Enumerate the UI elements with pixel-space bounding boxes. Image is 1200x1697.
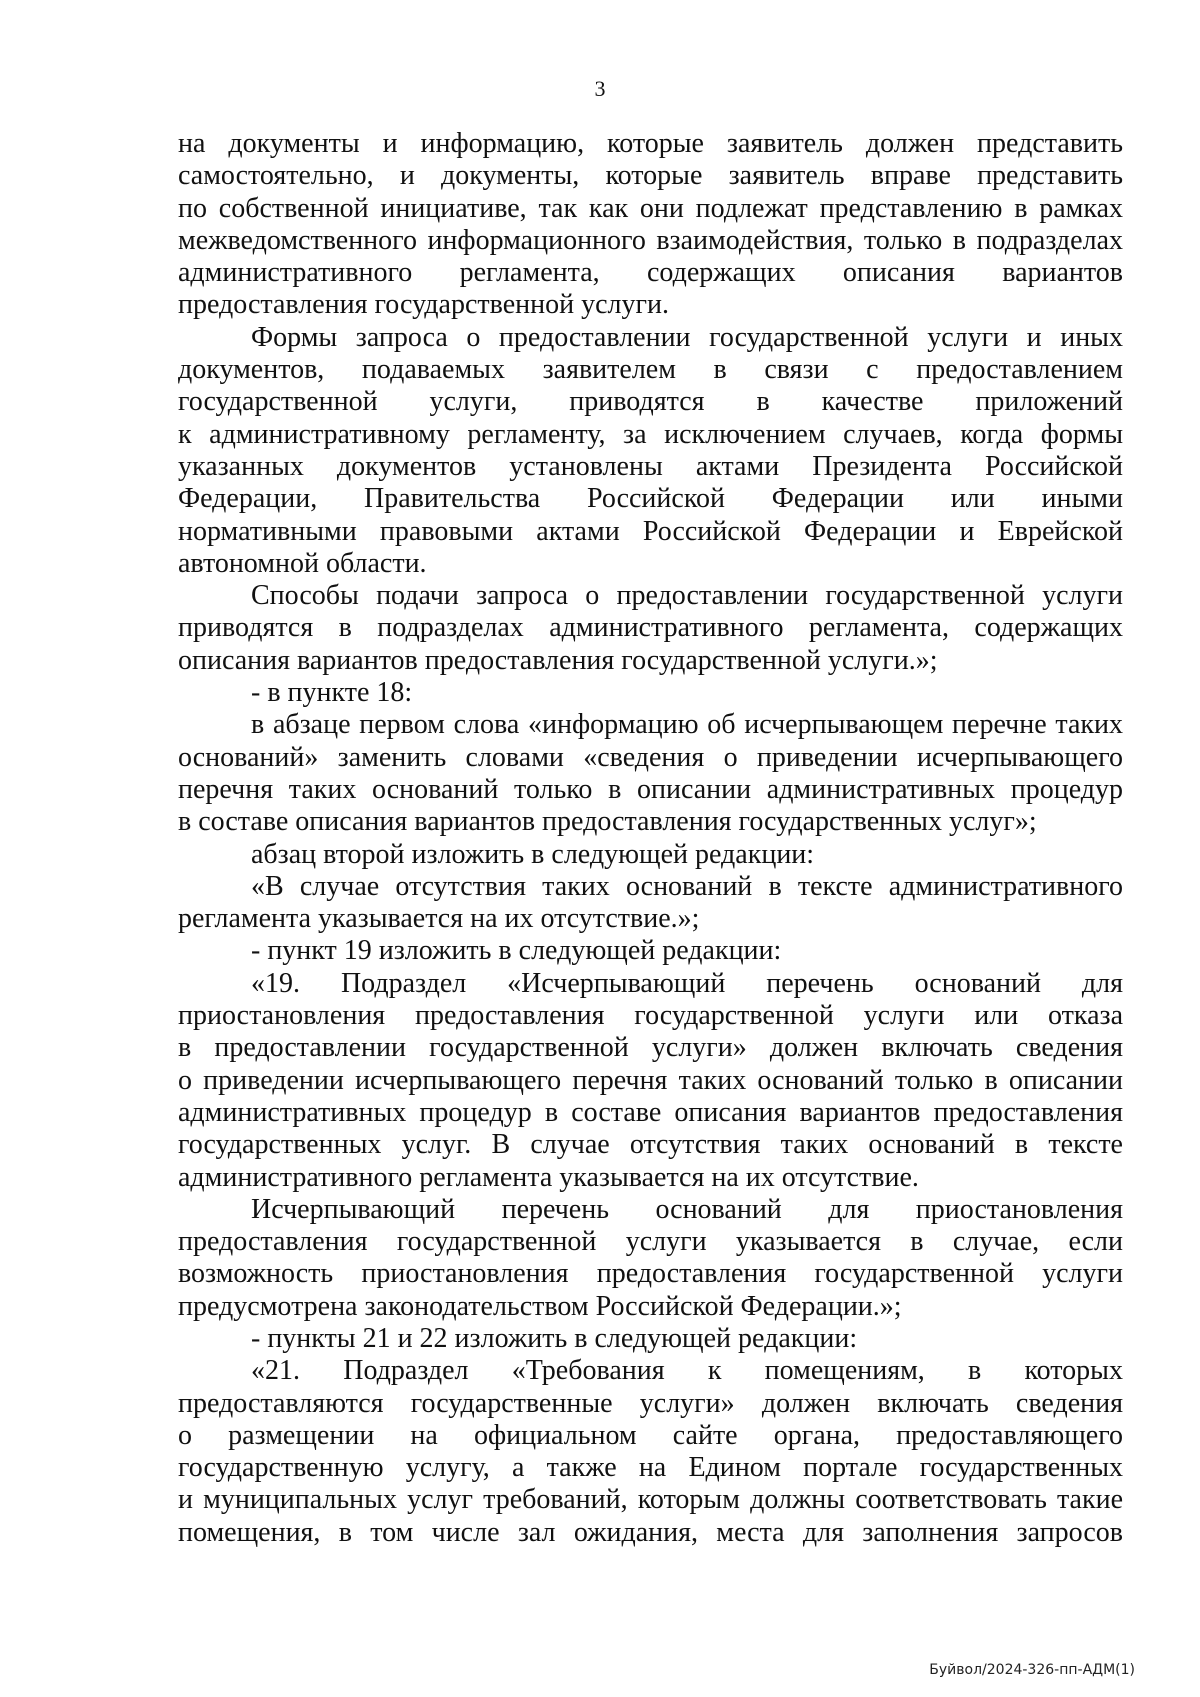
text-line: Формы запроса о предоставлении государственной услуги и иных xyxy=(251,321,1123,353)
text-line: приводятся в подразделах административного регламента, содержащих xyxy=(178,612,1123,644)
text-line: Исчерпывающий перечень оснований для приостановления xyxy=(251,1193,1123,1225)
text-line: предоставления государственной услуги. xyxy=(178,289,669,321)
text-line: самостоятельно, и документы, которые заявитель вправе представить xyxy=(178,160,1123,192)
text-line: «В случае отсутствия таких оснований в тексте административного xyxy=(251,870,1123,902)
text-line: - пункт 19 изложить в следующей редакции: xyxy=(251,935,782,967)
text-line: указанных документов установлены актами Президента Российской xyxy=(178,450,1123,482)
text-line: административного регламента указывается на их отсутствие. xyxy=(178,1161,919,1193)
text-line: возможность приостановления предоставления государственной услуги xyxy=(178,1258,1123,1290)
text-line: описания вариантов предоставления государственной услуги.»; xyxy=(178,644,938,676)
text-line: автономной области. xyxy=(178,547,427,579)
text-line: - пункты 21 и 22 изложить в следующей редакции: xyxy=(251,1322,858,1354)
page-number: 3 xyxy=(594,76,606,101)
text-line: - в пункте 18: xyxy=(251,677,413,709)
text-line: государственной услуги, приводятся в качестве приложений xyxy=(178,386,1123,418)
text-line: нормативными правовыми актами Российской Федерации и Еврейской xyxy=(178,515,1123,547)
text-line: Федерации, Правительства Российской Федерации или иными xyxy=(178,483,1123,515)
document-body xyxy=(178,128,1123,1549)
text-line: предоставления государственной услуги указывается в случае, если xyxy=(178,1226,1123,1258)
text-line: государственную услугу, а также на Едином портале государственных xyxy=(178,1452,1123,1484)
text-line: предоставляются государственные услуги» должен включать сведения xyxy=(178,1387,1123,1419)
text-line: документов, подаваемых заявителем в связи с предоставлением xyxy=(178,354,1123,386)
text-line: приостановления предоставления государственной услуги или отказа xyxy=(178,1000,1123,1032)
document-registration-code: Буйвол/2024-326-пп-АДМ(1) xyxy=(929,1662,1135,1678)
text-line: административного регламента, содержащих описания вариантов xyxy=(178,257,1123,289)
text-line: помещения, в том числе зал ожидания, места для заполнения запросов xyxy=(178,1516,1123,1548)
text-line: о приведении исчерпывающего перечня таких оснований только в описании xyxy=(178,1064,1123,1096)
text-line: по собственной инициативе, так как они подлежат представлению в рамках xyxy=(178,192,1123,224)
text-line: оснований» заменить словами «сведения о приведении исчерпывающего xyxy=(178,741,1123,773)
text-line: регламента указывается на их отсутствие.»; xyxy=(178,903,700,935)
text-line: предусмотрена законодательством Российской Федерации.»; xyxy=(178,1290,902,1322)
text-line: Способы подачи запроса о предоставлении государственной услуги xyxy=(251,580,1123,612)
text-line: «21. Подраздел «Требования к помещениям, в которых xyxy=(251,1355,1123,1387)
text-line: перечня таких оснований только в описании административных процедур xyxy=(178,773,1123,805)
text-line: административных процедур в составе описания вариантов предоставления xyxy=(178,1096,1123,1128)
text-line: о размещении на официальном сайте органа, предоставляющего xyxy=(178,1419,1123,1451)
text-line: государственных услуг. В случае отсутствия таких оснований в тексте xyxy=(178,1129,1123,1161)
text-line: в предоставлении государственной услуги» должен включать сведения xyxy=(178,1032,1123,1064)
text-line: в абзаце первом слова «информацию об исчерпывающем перечне таких xyxy=(251,709,1123,741)
text-line: на документы и информацию, которые заявитель должен представить xyxy=(178,128,1123,159)
text-line: межведомственного информационного взаимодействия, только в подразделах xyxy=(178,224,1123,256)
text-line: абзац второй изложить в следующей редакции: xyxy=(251,838,815,870)
text-line: и муниципальных услуг требований, которым должны соответствовать такие xyxy=(178,1484,1123,1516)
text-line: в составе описания вариантов предоставления государственных услуг»; xyxy=(178,806,1037,838)
text-line: к административному регламенту, за исключением случаев, когда формы xyxy=(178,418,1123,450)
text-line: «19. Подраздел «Исчерпывающий перечень оснований для xyxy=(251,967,1123,999)
